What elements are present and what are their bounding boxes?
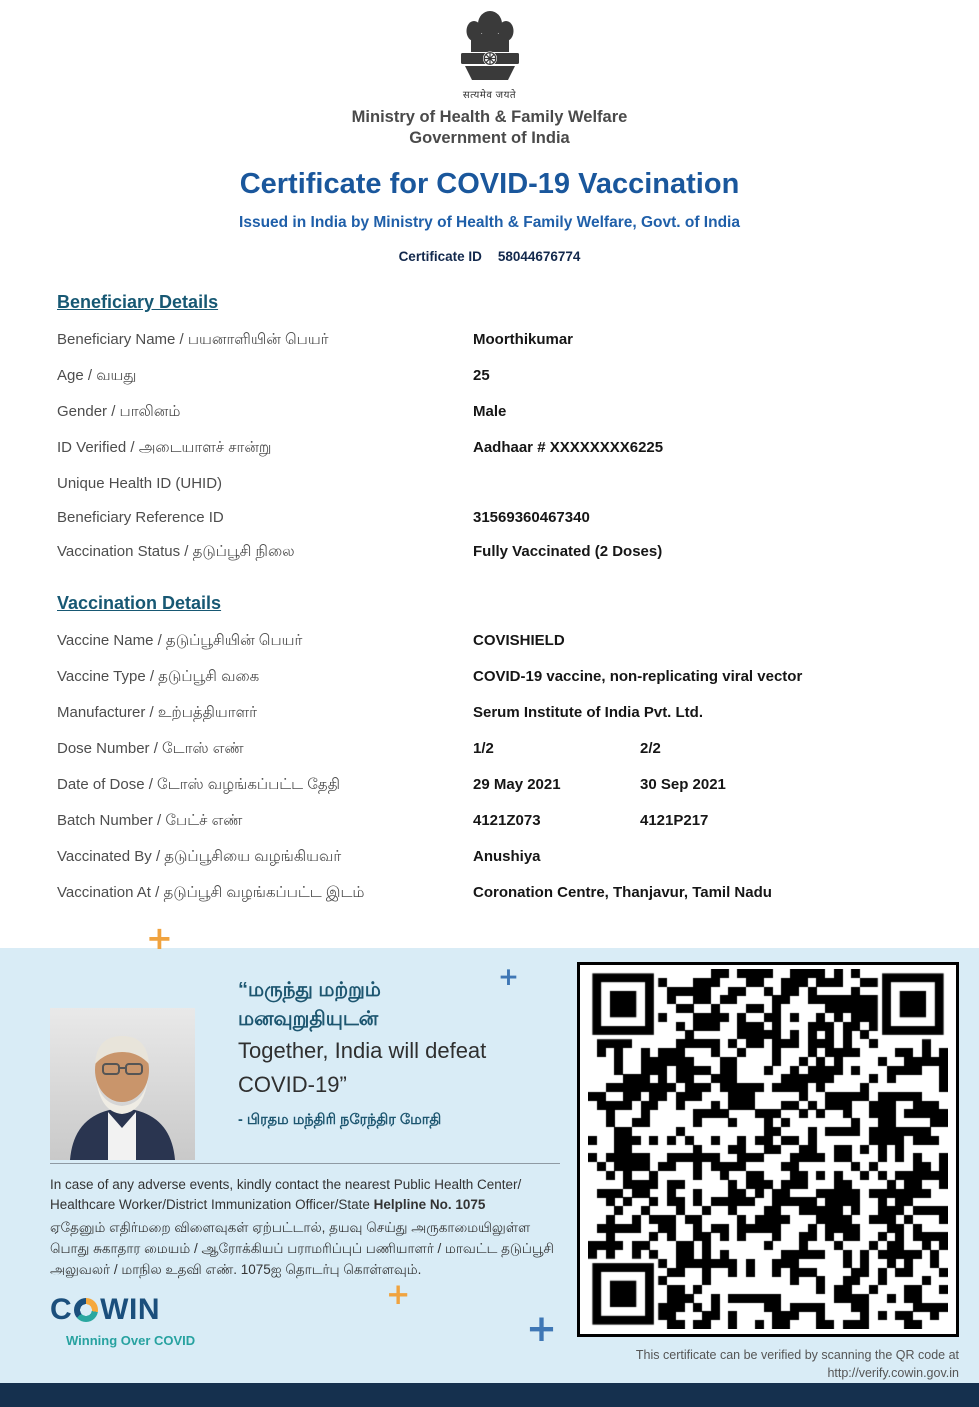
quote-attribution: - பிரதம மந்திரி நரேந்திர மோதி	[238, 1112, 442, 1129]
detail-value: Aadhaar # XXXXXXXX6225	[473, 439, 664, 457]
detail-label: Beneficiary Reference ID	[57, 509, 224, 527]
detail-label: Vaccination Status / தடுப்பூசி நிலை	[57, 543, 295, 561]
row-beneficiary-name	[57, 323, 939, 359]
footer-bar	[0, 1383, 979, 1407]
dose2-date: 30 Sep 2021	[640, 776, 726, 794]
detail-label: Date of Dose / டோஸ் வழங்கப்பட்ட தேதி	[57, 776, 340, 794]
verify-url-link[interactable]: http://verify.cowin.gov.in	[827, 1366, 959, 1381]
row-dose-number	[57, 732, 939, 768]
row-reference-id	[57, 501, 939, 535]
ministry-name	[0, 107, 979, 150]
pm-modi-photo	[50, 1008, 195, 1160]
detail-label: Vaccinated By / தடுப்பூசியை வழங்கியவர்	[57, 848, 342, 866]
helpline-number: Helpline No. 1075	[373, 1196, 486, 1212]
decorative-plus-icon: +	[498, 962, 519, 991]
certificate-title: Certificate for COVID-19 Vaccination	[239, 167, 740, 200]
ministry-line2: Government of India	[409, 129, 570, 148]
row-date-of-dose	[57, 768, 939, 804]
detail-value: COVISHIELD	[473, 632, 565, 650]
detail-value: 31569360467340	[473, 509, 590, 527]
qr-code	[577, 962, 959, 1337]
decorative-plus-icon: +	[526, 1307, 558, 1350]
row-manufacturer	[57, 696, 939, 732]
detail-value: Fully Vaccinated (2 Doses)	[473, 543, 663, 561]
quote-tamil-line2: மனவுறுதியுடன்	[238, 1008, 379, 1030]
dose1-batch: 4121Z073	[473, 812, 541, 830]
detail-value: Moorthikumar	[473, 331, 574, 349]
adverse-events-text-tamil: ஏதேனும் எதிர்மறை விளைவுகள் ஏற்பட்டால், தயவு செய்து அருகாமையிலுள்ள பொது சுகாதார மையம் / ஆரோக்கியப் பராமரிப்புப் பணியாளர் / மாவட்ட தடுப்பூசி அலுவலர் / மாநில உதவி எண். 1075ஐ தொடர்பு கொள்ளவும்.	[50, 1220, 554, 1277]
qr-code-canvas	[588, 969, 948, 1329]
detail-value: 25	[473, 367, 490, 385]
detail-label: ID Verified / அடையாளச் சான்று	[57, 439, 272, 457]
beneficiary-section-title: Beneficiary Details	[57, 291, 219, 312]
quote-tamil-line1: “மருந்து மற்றும்	[238, 979, 381, 1001]
detail-value: COVID-19 vaccine, non-replicating viral vector	[473, 668, 803, 686]
adverse-events-text	[50, 1175, 530, 1214]
row-uhid	[57, 467, 939, 501]
detail-value: Coronation Centre, Thanjavur, Tamil Nadu	[473, 884, 772, 902]
details-content	[0, 264, 979, 912]
detail-label: Manufacturer / உற்பத்தியாளர்	[57, 704, 257, 722]
detail-label: Vaccination At / தடுப்பூசி வழங்கப்பட்ட இடம்	[57, 884, 365, 902]
quote-english-line1: Together, India will defeat	[238, 1038, 487, 1063]
detail-label: Dose Number / டோஸ் எண்	[57, 740, 244, 758]
detail-label: Batch Number / பேட்ச் எண்	[57, 812, 243, 830]
emblem-block	[0, 10, 979, 101]
banner-left	[0, 948, 575, 1383]
certificate-subtitle: Issued in India by Ministry of Health & Family Welfare, Govt. of India	[239, 213, 740, 231]
dose2-value: 2/2	[640, 740, 661, 758]
row-age	[57, 359, 939, 395]
detail-label: Age / வயது	[57, 367, 137, 385]
footer-banner	[0, 948, 979, 1383]
banner-right	[575, 948, 979, 1383]
row-vaccine-name	[57, 624, 939, 660]
quote-english-line2: COVID-19”	[238, 1072, 347, 1098]
detail-value: Male	[473, 403, 507, 421]
detail-label: Unique Health ID (UHID)	[57, 475, 223, 493]
row-id-verified	[57, 431, 939, 467]
row-vaccine-type	[57, 660, 939, 696]
certificate-id-line	[0, 249, 979, 264]
row-batch-number	[57, 804, 939, 840]
detail-label: Vaccine Name / தடுப்பூசியின் பெயர்	[57, 632, 303, 650]
detail-value: Serum Institute of India Pvt. Ltd.	[473, 704, 704, 722]
detail-value: Anushiya	[473, 848, 541, 866]
row-vaccinated-by	[57, 840, 939, 876]
detail-label: Gender / பாலினம்	[57, 403, 181, 421]
dose2-batch: 4121P217	[640, 812, 709, 830]
banner-divider	[50, 1163, 560, 1164]
certificate-id-value: 58044676774	[497, 248, 581, 264]
decorative-plus-icon: +	[146, 919, 173, 957]
detail-label: Beneficiary Name / பயனாளியின் பெயர்	[57, 331, 329, 349]
certificate-id-label: Certificate ID	[398, 248, 482, 264]
cowin-logo-o-icon	[74, 1298, 98, 1322]
emblem-motto: सत्यमेव जयते	[462, 90, 517, 101]
national-emblem-icon	[457, 10, 523, 86]
row-gender	[57, 395, 939, 431]
adverse-text: In case of any adverse events, kindly contact the nearest Public Health Center/ Healthcare Worker/District Immunization Officer/State	[50, 1177, 522, 1212]
qr-caption-line1: This certificate can be verified by scanning the QR code at	[635, 1347, 959, 1362]
quote-block	[238, 976, 568, 1130]
dose1-value: 1/2	[473, 740, 494, 758]
ministry-line1: Ministry of Health & Family Welfare	[351, 108, 628, 126]
vaccination-section-title: Vaccination Details	[57, 592, 222, 613]
row-vaccination-status	[57, 535, 939, 571]
cowin-logo	[50, 1293, 195, 1348]
certificate-header	[0, 0, 979, 264]
cowin-logo-c: C	[50, 1293, 73, 1326]
qr-caption	[636, 1346, 959, 1384]
cowin-tagline: Winning Over COVID	[66, 1333, 196, 1348]
row-vaccination-at	[57, 876, 939, 912]
detail-label: Vaccine Type / தடுப்பூசி வகை	[57, 668, 260, 686]
cowin-logo-win: WIN	[100, 1293, 160, 1326]
dose1-date: 29 May 2021	[473, 776, 561, 794]
cowin-logo-row	[50, 1293, 195, 1327]
decorative-plus-icon: +	[386, 1277, 411, 1311]
